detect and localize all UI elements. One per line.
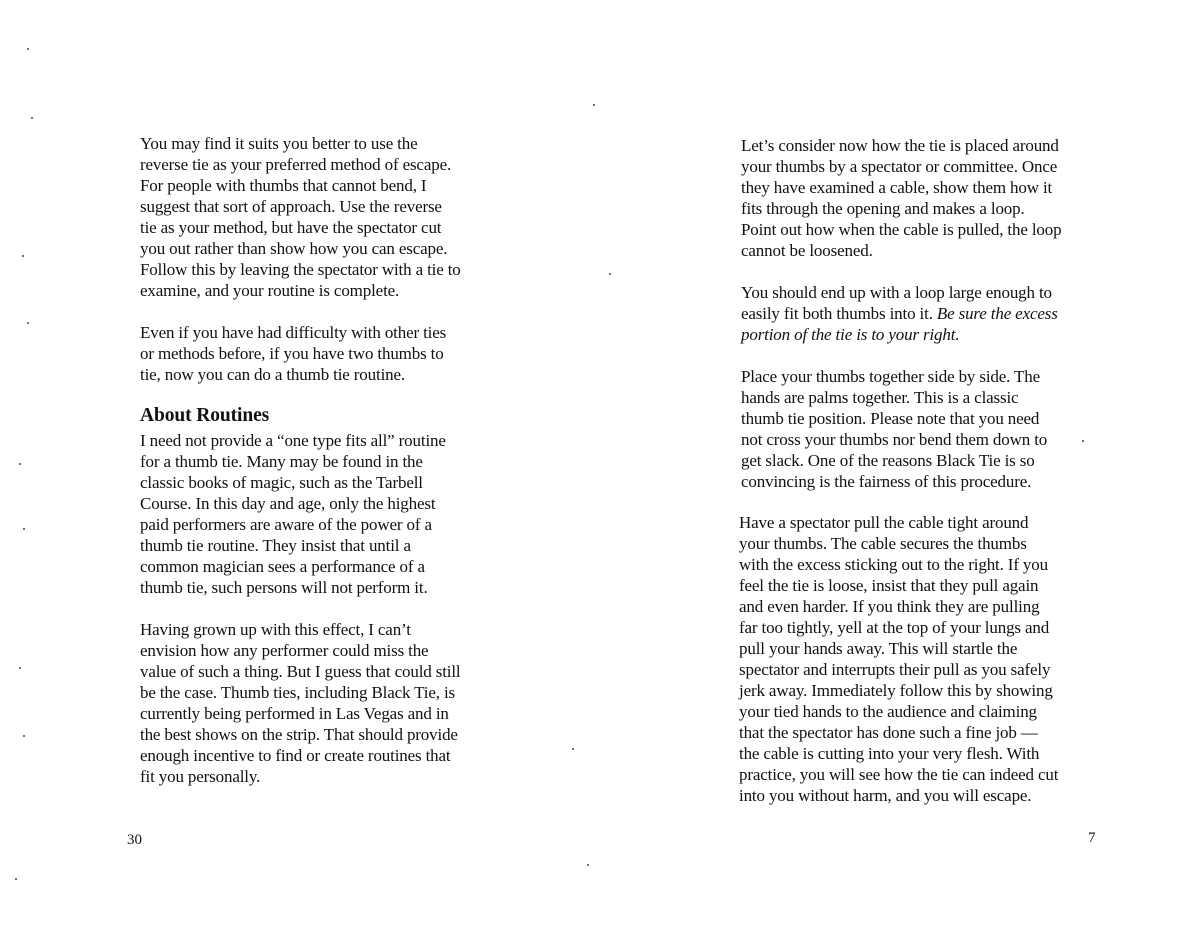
scan-speck: [19, 463, 21, 465]
text-line: currently being performed in Las Vegas and in: [140, 704, 449, 723]
scan-speck: [1082, 440, 1084, 442]
text-line: with the excess sticking out to the right. If you: [739, 555, 1048, 574]
text-line: fit you personally.: [140, 767, 261, 786]
text-line: Let’s consider now how the tie is placed around: [741, 136, 1059, 155]
scan-speck: [27, 48, 29, 50]
text-line: Course. In this day and age, only the highest: [140, 494, 436, 513]
text-line: they have examined a cable, show them how it: [741, 178, 1053, 197]
scan-speck: [22, 255, 24, 257]
text-line: For people with thumbs that cannot bend, I: [140, 176, 427, 195]
text-line: classic books of magic, such as the Tarbell: [140, 473, 423, 492]
text-italic: portion of the tie is to your right.: [741, 325, 960, 344]
text-line: [741, 303, 1058, 324]
text-line: Point out how when the cable is pulled, the loop: [741, 220, 1062, 239]
text-italic: Be sure the excess: [936, 304, 1058, 323]
text-line: hands are palms together. This is a classic: [741, 388, 1019, 407]
scan-speck: [15, 878, 17, 880]
text-line: value of such a thing. But I guess that could still: [140, 662, 461, 681]
text-line: your thumbs. The cable secures the thumbs: [739, 534, 1027, 553]
text-line: Place your thumbs together side by side. The: [741, 367, 1041, 386]
page-number: 30: [127, 832, 142, 848]
text-line: paid performers are aware of the power of a: [140, 515, 432, 534]
text-line: Follow this by leaving the spectator with a tie to: [140, 260, 461, 279]
text-line: Even if you have had difficulty with other ties: [140, 323, 447, 342]
text-line: Have a spectator pull the cable tight around: [739, 513, 1029, 532]
text-line: I need not provide a “one type fits all” routine: [140, 431, 446, 450]
scan-speck: [19, 667, 21, 669]
text-line: enough incentive to find or create routines that: [140, 746, 451, 765]
text-line: that the spectator has done such a fine job —: [739, 723, 1038, 742]
text-line: the best shows on the strip. That should provide: [140, 725, 458, 744]
section-heading: About Routines: [140, 405, 270, 426]
text-line: for a thumb tie. Many may be found in the: [140, 452, 423, 471]
text-line: You may find it suits you better to use the: [140, 134, 418, 153]
scan-speck: [593, 104, 595, 106]
text-line: spectator and interrupts their pull as you safely: [739, 660, 1051, 679]
text-line: far too tightly, yell at the top of your lungs and: [739, 618, 1050, 637]
text-line: pull your hands away. This will startle the: [739, 639, 1018, 658]
text-line: Having grown up with this effect, I can’t: [140, 620, 411, 639]
text-line: your tied hands to the audience and claiming: [739, 702, 1037, 721]
text-line: examine, and your routine is complete.: [140, 281, 400, 300]
text-line: thumb tie routine. They insist that until a: [140, 536, 411, 555]
text-line: convincing is the fairness of this procedure.: [741, 472, 1032, 491]
text-line: [741, 324, 959, 345]
scan-speck: [23, 528, 25, 530]
text-line: not cross your thumbs nor bend them down to: [741, 430, 1048, 449]
text-line: jerk away. Immediately follow this by showing: [739, 681, 1053, 700]
text-line: and even harder. If you think they are pulling: [739, 597, 1040, 616]
scan-speck: [572, 748, 574, 750]
text-line: or methods before, if you have two thumbs to: [140, 344, 444, 363]
text-line: get slack. One of the reasons Black Tie is so: [741, 451, 1035, 470]
text-line: into you without harm, and you will escape.: [739, 786, 1032, 805]
text-line: you out rather than show how you can escape.: [140, 239, 448, 258]
text-line: tie, now you can do a thumb tie routine.: [140, 365, 405, 384]
text-line: tie as your method, but have the spectator cut: [140, 218, 442, 237]
scan-speck: [609, 273, 611, 275]
text-line: thumb tie position. Please note that you need: [741, 409, 1040, 428]
text-plain: easily fit both thumbs into it.: [741, 304, 937, 323]
scan-speck: [27, 322, 29, 324]
scan-speck: [31, 117, 33, 119]
text-line: suggest that sort of approach. Use the reverse: [140, 197, 442, 216]
text-line: reverse tie as your preferred method of escape.: [140, 155, 452, 174]
scan-speck: [23, 735, 25, 737]
right-page: [599, 0, 1198, 934]
text-line: practice, you will see how the tie can indeed cut: [739, 765, 1059, 784]
text-line: common magician sees a performance of a: [140, 557, 425, 576]
scan-speck: [587, 864, 589, 866]
text-line: be the case. Thumb ties, including Black Tie, is: [140, 683, 455, 702]
text-line: envision how any performer could miss the: [140, 641, 429, 660]
page-number: 7: [1088, 830, 1096, 846]
text-line: thumb tie, such persons will not perform it.: [140, 578, 428, 597]
text-line: cannot be loosened.: [741, 241, 873, 260]
text-line: feel the tie is loose, insist that they pull again: [739, 576, 1039, 595]
text-line: fits through the opening and makes a loop.: [741, 199, 1025, 218]
text-line: your thumbs by a spectator or committee. Once: [741, 157, 1058, 176]
text-line: the cable is cutting into your very flesh. With: [739, 744, 1040, 763]
text-line: You should end up with a loop large enough to: [741, 283, 1052, 302]
